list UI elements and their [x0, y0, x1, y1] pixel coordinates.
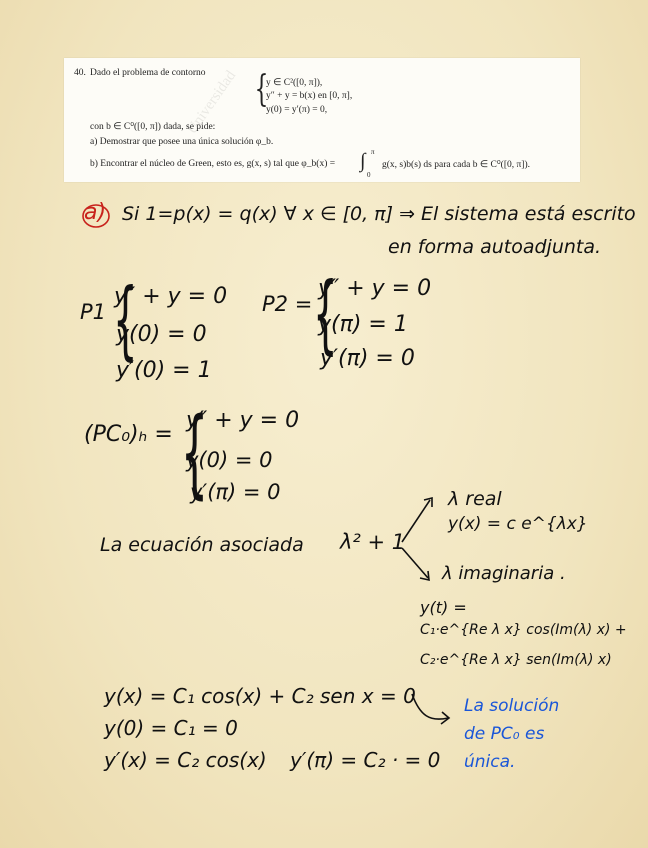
p1-eq2: y(0) = 0 — [116, 322, 207, 347]
characteristic-polynomial: λ² + 1 — [340, 530, 406, 554]
p2-eq1: y″ + y = 0 — [318, 276, 432, 301]
p2-eq3: y′(π) = 0 — [320, 346, 415, 371]
eq-assoc-text: La ecuación asociada — [100, 534, 304, 556]
note-line1: Si 1=p(x) = q(x) ∀ x ∈ [0, π] ⇒ El sistema está escrito — [122, 203, 636, 225]
problem-part-b-end: g(x, s)b(s) ds para cada b ∈ C⁰([0, π]). — [382, 160, 530, 170]
imag-label: λ imaginaria . — [442, 563, 566, 584]
arrow-real — [402, 500, 430, 542]
imag-solution-3: C₂·e^{Re λ x} sen(Im(λ) x) — [420, 652, 612, 668]
imag-solution-2: C₁·e^{Re λ x} cos(Im(λ) x) + — [420, 622, 627, 638]
problem-intro: Dado el problema de contorno — [90, 68, 206, 78]
part-a-circle — [83, 205, 109, 227]
problem-part-a: a) Demostrar que posee una única solución φ_b. — [90, 137, 274, 147]
real-solution: y(x) = c e^{λx} — [448, 514, 588, 534]
general-solution: y(x) = C₁ cos(x) + C₂ sen x = 0 — [104, 684, 416, 708]
imag-solution-1: y(t) = — [420, 598, 467, 617]
note-line2: en forma autoadjunta. — [388, 236, 602, 258]
arrow-imag — [402, 548, 428, 578]
p1-eq3: y′(0) = 1 — [116, 358, 212, 383]
problem-part-b-start: b) Encontrar el núcleo de Green, esto es, g(x, s) tal que φ_b(x) = — [90, 159, 336, 169]
condition-1: y(0) = C₁ = 0 — [104, 716, 238, 740]
arrow-conclusion — [412, 694, 448, 719]
p2-brace: { — [313, 264, 338, 364]
system-brace: { — [254, 69, 269, 110]
problem-eq1: y ∈ C²([0, π]), — [266, 78, 323, 88]
integral-upper-limit: π — [371, 148, 375, 156]
watermark: Universidad — [184, 67, 240, 138]
integral-lower-limit: 0 — [367, 171, 371, 179]
conclusion-line2: de PC₀ es — [464, 724, 545, 744]
p2-eq2: y(π) = 1 — [318, 312, 408, 337]
p2-label: P2 = — [262, 292, 313, 316]
p1-eq1: y″ + y = 0 — [114, 284, 228, 309]
integral-sign: ∫ — [360, 150, 366, 172]
real-label: λ real — [448, 488, 502, 510]
problem-number: 40. — [74, 68, 86, 78]
pch-eq1: y″ + y = 0 — [186, 408, 300, 433]
pch-eq3: y′(π) = 0 — [190, 480, 281, 504]
problem-condition: con b ∈ C⁰([0, π]) dada, se pide: — [90, 122, 216, 132]
pch-brace: { — [180, 397, 209, 509]
condition-2b: y′(π) = C₂ · = 0 — [290, 748, 441, 772]
p1-brace: { — [113, 270, 138, 370]
condition-2a: y′(x) = C₂ cos(x) — [104, 748, 267, 772]
part-a-label: a) — [84, 200, 107, 225]
pch-label: (PC₀)ₕ = — [84, 422, 173, 447]
conclusion-line1: La solución — [464, 696, 560, 716]
conclusion-line3: única. — [464, 752, 516, 772]
problem-eq3: y(0) = y′(π) = 0, — [266, 105, 328, 115]
pch-eq2: y(0) = 0 — [186, 448, 273, 472]
problem-eq2: y″ + y = b(x) en [0, π], — [266, 91, 353, 101]
p1-label: P1 — [80, 300, 107, 324]
